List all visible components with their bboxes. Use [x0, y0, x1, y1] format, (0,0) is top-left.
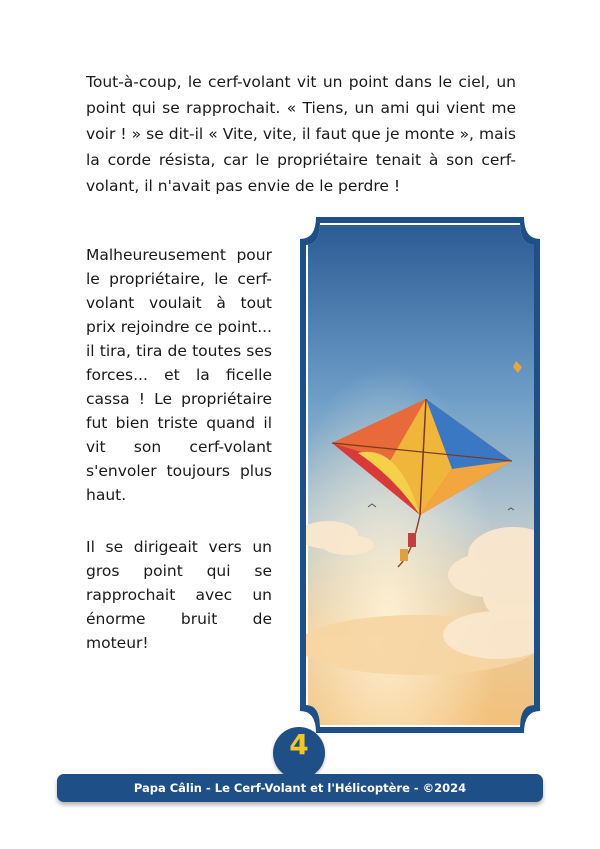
kite-illustration — [298, 215, 542, 735]
story-paragraph-2: Malheureusement pour le propriétaire, le cerf-volant voulait à tout prix rejoindre ce point... il tira, tira de toutes ses forces... et la ficelle cassa ! Le propriétaire fut bien triste quand il vit son cerf-volant s'envoler toujours plus haut. — [86, 246, 272, 504]
story-paragraph-1: Tout-à-coup, le cerf-volant vit un point dans le ciel, un point qui se rapprochait. « Tiens, un ami qui vient me voir ! » se dit-il « Vite, vite, il faut que je monte », mais la corde résista, car le propriétaire tenait à son cerf-volant, il n'avait pas envie de le perdre ! — [86, 73, 516, 195]
page-number: 4 — [289, 728, 309, 761]
kite-illustration-frame — [298, 215, 542, 735]
footer-credits: Papa Câlin - Le Cerf-Volant et l'Hélicoptère - ©2024 — [57, 774, 543, 802]
story-paragraph-3: Il se dirigeait vers un gros point qui se rapprochait avec un énorme bruit de moteur! — [86, 538, 272, 652]
